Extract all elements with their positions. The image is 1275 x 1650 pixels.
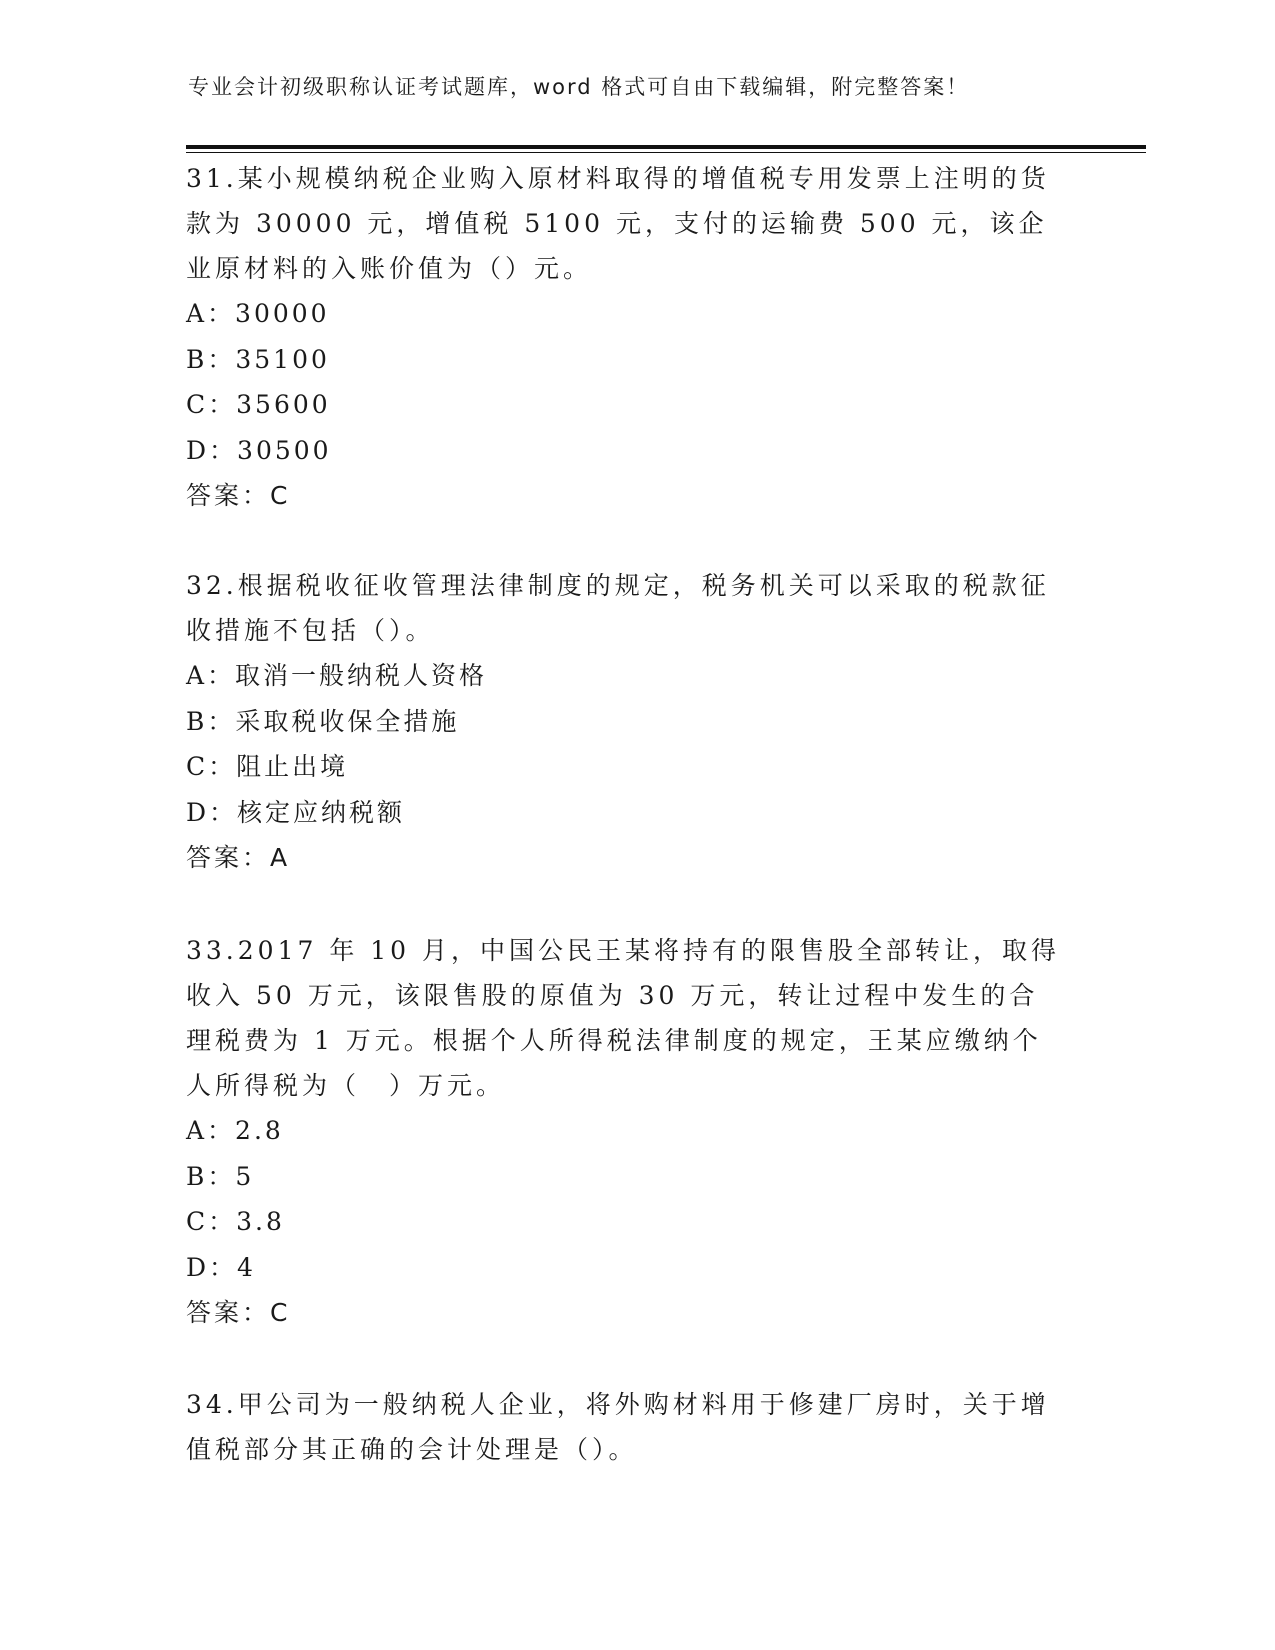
page-header: 专业会计初级职称认证考试题库，word 格式可自由下载编辑，附完整答案！ [188, 75, 970, 99]
option-c: C：3.8 [186, 1207, 285, 1236]
option-a: A：取消一般纳税人资格 [186, 661, 488, 690]
question-stem: 34.甲公司为一般纳税人企业，将外购材料用于修建厂房时，关于增值税部分其正确的会计处理是（）。 [186, 1390, 1050, 1464]
option-b: B：5 [186, 1161, 255, 1191]
question-31 [186, 156, 1066, 518]
option-a: A：30000 [186, 299, 330, 328]
question-32 [186, 563, 1066, 880]
answer: 答案：C [186, 1298, 291, 1327]
question-34 [186, 1382, 1066, 1472]
question-stem: 31.某小规模纳税企业购入原材料取得的增值税专用发票上注明的货款为 30000 元，增值税 5100 元，支付的运输费 500 元，该企业原材料的入账价值为（）元。 [186, 164, 1050, 283]
answer: 答案：C [186, 481, 291, 510]
option-b: B：35100 [186, 344, 330, 374]
option-c: C：阻止出境 [186, 752, 349, 781]
question-stem: 32.根据税收征收管理法律制度的规定，税务机关可以采取的税款征收措施不包括（）。 [186, 571, 1050, 645]
header-rule [186, 145, 1146, 149]
answer: 答案：A [186, 843, 291, 872]
option-d: D：核定应纳税额 [186, 797, 406, 827]
option-d: D：4 [186, 1252, 256, 1282]
header-rule-thin [186, 152, 1146, 153]
option-c: C：35600 [186, 390, 331, 419]
question-33 [186, 928, 1066, 1335]
option-d: D：30500 [186, 435, 332, 465]
question-stem: 33.2017 年 10 月，中国公民王某将持有的限售股全部转让，取得收入 50 万元，该限售股的原值为 30 万元，转让过程中发生的合理税费为 1 万元。根据个人所得税法律制度的规定，王某应缴纳个人所得税为（ ）万元。 [186, 936, 1061, 1100]
option-b: B：采取税收保全措施 [186, 706, 460, 736]
option-a: A：2.8 [186, 1116, 284, 1145]
